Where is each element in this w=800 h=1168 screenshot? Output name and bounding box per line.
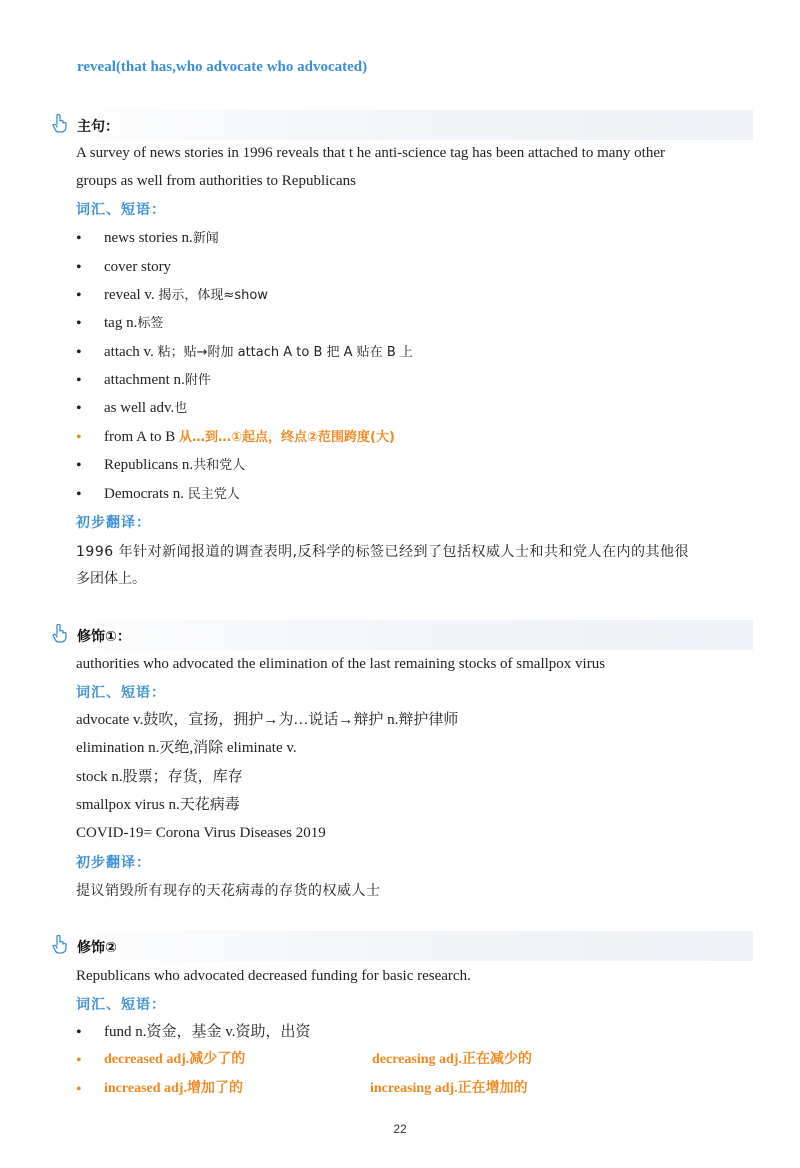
section-header-band <box>48 620 753 650</box>
translation-label: 初步翻译： <box>76 855 151 871</box>
bullet-dot-icon: • <box>76 457 82 474</box>
translation-label: 初步翻译： <box>76 515 151 531</box>
vocab-label: 词汇、短语： <box>76 997 166 1013</box>
section-title-modifier1: 修饰①： <box>77 629 131 645</box>
bullet-dot-icon: • <box>76 400 82 417</box>
vocab-item: news stories n.新闻 <box>104 230 219 246</box>
vocab-item: tag n.标签 <box>104 315 164 331</box>
bullet-dot-icon: • <box>76 230 82 247</box>
section-title-main: 主句： <box>77 119 119 135</box>
vocab-item: fund n.资金，基金 v.资助，出资 <box>104 1024 311 1040</box>
vocab-label: 词汇、短语： <box>76 202 166 218</box>
vocab-item: attachment n.附件 <box>104 372 211 388</box>
translation-line1: 1996 年针对新闻报道的调查表明,反科学的标签已经到了包括权威人士和共和党人在内的其他很 <box>76 544 690 560</box>
hand-pointer-icon <box>50 113 70 133</box>
section-header-band <box>48 931 753 961</box>
section-title-modifier2: 修饰② <box>77 940 117 956</box>
vocab-item: cover story <box>104 259 172 275</box>
bullet-dot-icon: • <box>76 344 82 361</box>
section-header-band <box>48 110 753 140</box>
vocab-item: reveal v. 揭示，体现≈show <box>104 287 268 303</box>
vocab-line: smallpox virus n.天花病毒 <box>76 797 240 813</box>
bullet-dot-icon: • <box>76 315 82 332</box>
translation-line2: 多团体上。 <box>76 571 146 587</box>
bullet-dot-icon: • <box>76 486 82 503</box>
vocab-item: Republicans n.共和党人 <box>104 457 246 473</box>
vocab-item-highlight: decreasing adj.正在减少的 <box>372 1052 532 1067</box>
main-sentence-line1: A survey of news stories in 1996 reveals that t he anti-science tag has been attached to many other <box>76 145 665 161</box>
bullet-dot-icon: • <box>76 1024 82 1041</box>
vocab-line: advocate v.鼓吹，宣扬，拥护→为…说话→辩护 n.辩护律师 <box>76 712 459 728</box>
modifier1-sentence: authorities who advocated the elimination of the last remaining stocks of smallpox virus <box>76 656 606 672</box>
bullet-dot-icon: • <box>76 1081 82 1098</box>
vocab-item-highlight: increased adj.增加了的 <box>104 1081 243 1096</box>
bullet-dot-icon: • <box>76 429 82 446</box>
bullet-dot-icon: • <box>76 1052 82 1069</box>
vocab-item: Democrats n. 民主党人 <box>104 486 240 502</box>
vocab-label: 词汇、短语： <box>76 685 166 701</box>
bullet-dot-icon: • <box>76 259 82 276</box>
top-line: reveal(that has,who advocate who advocated) <box>77 59 368 75</box>
main-sentence-line2: groups as well from authorities to Republicans <box>76 173 356 189</box>
vocab-item-highlight: from A to B 从…到…①起点，终点②范围跨度(大) <box>104 429 395 445</box>
vocab-item: as well adv.也 <box>104 400 188 416</box>
page-number: 22 <box>393 1122 407 1136</box>
vocab-line: elimination n.灭绝,消除 eliminate v. <box>76 740 297 756</box>
hand-pointer-icon <box>50 623 70 643</box>
hand-pointer-icon <box>50 934 70 954</box>
vocab-line: stock n.股票；存货，库存 <box>76 769 243 785</box>
vocab-line: COVID-19= Corona Virus Diseases 2019 <box>76 825 326 841</box>
vocab-item-highlight: decreased adj.减少了的 <box>104 1052 246 1067</box>
vocab-item: attach v. 粘；贴→附加 attach A to B 把 A 贴在 B 上 <box>104 344 413 360</box>
modifier2-sentence: Republicans who advocated decreased funding for basic research. <box>76 968 471 984</box>
translation-line: 提议销毁所有现存的天花病毒的存货的权威人士 <box>76 883 381 899</box>
bullet-dot-icon: • <box>76 287 82 304</box>
bullet-dot-icon: • <box>76 372 82 389</box>
vocab-item-highlight: increasing adj.正在增加的 <box>370 1081 528 1096</box>
